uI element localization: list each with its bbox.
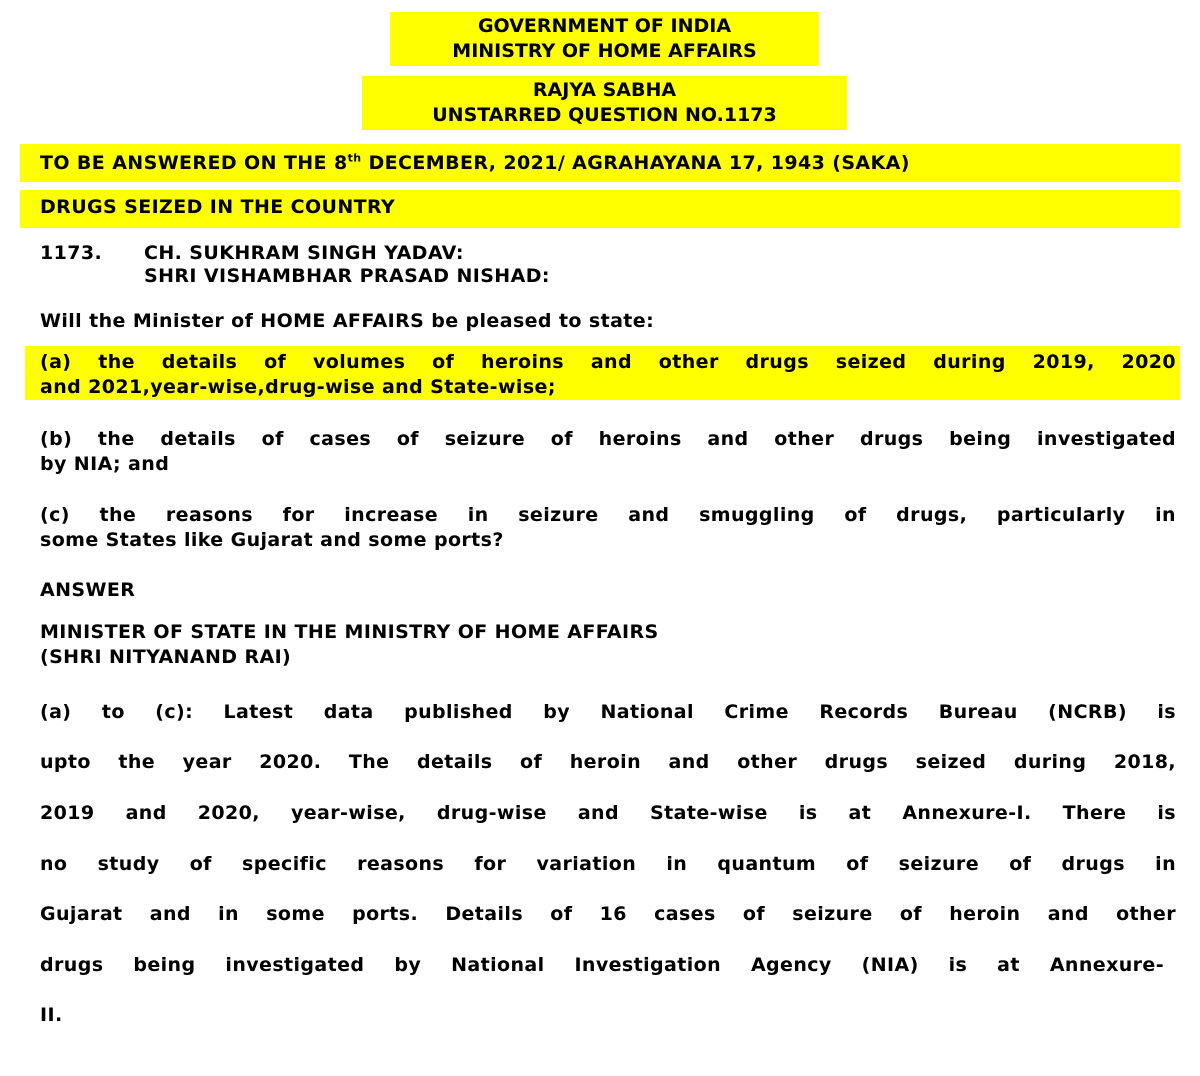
question-c-line2: some States like Gujarat and some ports?: [40, 529, 504, 551]
header-government-box: [390, 12, 819, 66]
answer-date-suffix: DECEMBER, 2021/ AGRAHAYANA 17, 1943 (SAKA): [361, 152, 910, 174]
question-number-title: UNSTARRED QUESTION NO.1173: [432, 104, 777, 126]
question-b-line2: by NIA; and: [40, 453, 170, 475]
ministry-title: MINISTRY OF HOME AFFAIRS: [452, 40, 757, 62]
subject-line: [20, 190, 1180, 228]
answer-line-6: drugs being investigated by National Investigation Agency (NIA) is at Annexure-: [40, 954, 1164, 976]
answer-date-line: [20, 144, 1180, 182]
question-b-line1: (b) the details of cases of seizure of heroins and other drugs being investigated: [40, 428, 1176, 450]
answer-date-prefix: TO BE ANSWERED ON THE 8: [40, 152, 348, 174]
question-a-line1: (a) the details of volumes of heroins and other drugs seized during 2019, 2020: [40, 351, 1176, 373]
minister-title: MINISTER OF STATE IN THE MINISTRY OF HOME AFFAIRS: [40, 621, 659, 643]
answer-heading: ANSWER: [40, 579, 136, 601]
government-title: GOVERNMENT OF INDIA: [477, 15, 732, 37]
member-2: SHRI VISHAMBHAR PRASAD NISHAD:: [144, 265, 550, 287]
answer-line-5: Gujarat and in some ports. Details of 16 cases of seizure of heroin and other: [40, 903, 1176, 925]
answer-line-2: upto the year 2020. The details of heroin and other drugs seized during 2018,: [40, 751, 1176, 773]
question-intro: Will the Minister of HOME AFFAIRS be pleased to state:: [40, 310, 655, 332]
answer-line-1: (a) to (c): Latest data published by National Crime Records Bureau (NCRB) is: [40, 701, 1176, 723]
house-title: RAJYA SABHA: [532, 79, 677, 101]
minister-name: (SHRI NITYANAND RAI): [40, 646, 292, 668]
header-question-box: [362, 76, 847, 130]
answer-line-4: no study of specific reasons for variation in quantum of seizure of drugs in: [40, 853, 1176, 875]
answer-line-3: 2019 and 2020, year-wise, drug-wise and State-wise is at Annexure-I. There is: [40, 802, 1176, 824]
answer-date-superscript: th: [347, 151, 362, 165]
answer-line-7: II.: [40, 1004, 63, 1026]
question-number: 1173.: [40, 242, 103, 264]
question-a-line2: and 2021,year-wise,drug-wise and State-wise;: [40, 376, 556, 398]
subject-title: DRUGS SEIZED IN THE COUNTRY: [40, 196, 396, 218]
question-c-line1: (c) the reasons for increase in seizure and smuggling of drugs, particularly in: [40, 504, 1176, 526]
member-1: CH. SUKHRAM SINGH YADAV:: [144, 242, 464, 264]
